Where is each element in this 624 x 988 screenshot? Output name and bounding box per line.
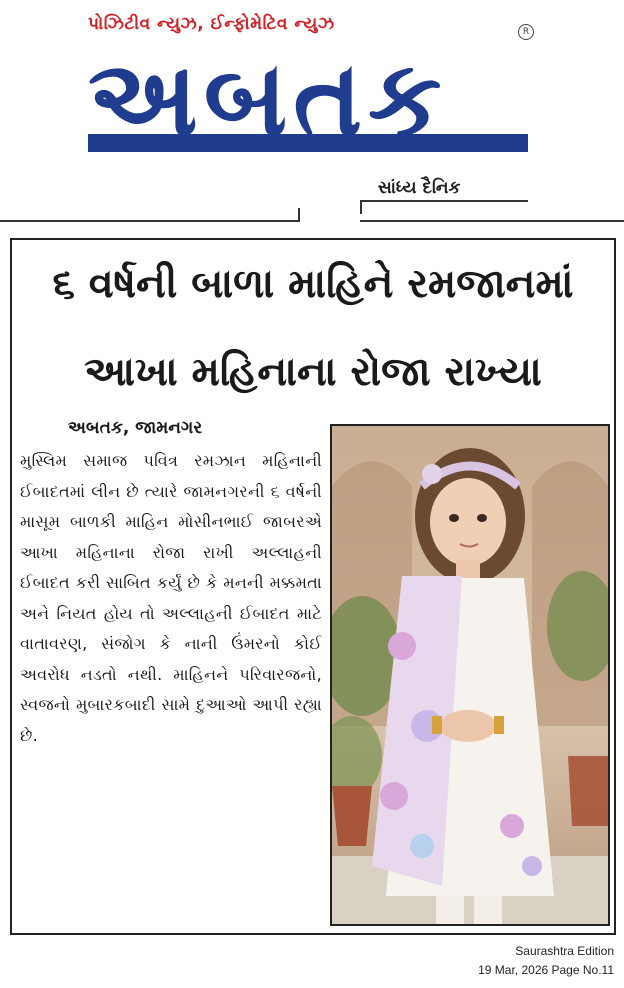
masthead-divider-far: [360, 220, 624, 222]
masthead-divider-left: [0, 220, 300, 222]
masthead: [0, 0, 624, 235]
article-dateline: અબતક, જામનગર: [68, 418, 203, 438]
masthead-divider-tick-left: [298, 208, 300, 222]
masthead-divider-right: [360, 200, 528, 202]
headline-line-2: આખા મહિનાના રોજા રાખ્યા: [84, 349, 542, 395]
news-article: [10, 238, 616, 935]
footer-date-page: 19 Mar, 2026 Page No.11: [478, 963, 614, 977]
registered-mark-icon: R: [518, 24, 534, 40]
headline-line-1: ૬ વર્ષની બાળા માહિને રમજાનમાં: [52, 261, 574, 307]
girl-photo-illustration: [332, 426, 608, 924]
masthead-divider-tick-right: [360, 200, 362, 214]
edition-type-label: સાંધ્ય દૈનિક: [378, 178, 461, 198]
article-body: મુસ્લિમ સમાજ પવિત્ર રમઝાન મહિનાની ઈબાદતમાં લીન છે ત્યારે જામનગરની ૬ વર્ષની માસૂમ બાળકી માહિન મોસીનભાઈ જાબરએ આખા મહિનાના રોજા રાખી અલ્લાહની ઈબાદત કરી સાબિત કર્યું છે કે મનની મક્કમતા અને નિયત હોય તો અલ્લાહની ઈબાદત માટે વાતાવરણ, સંજોગ કે નાની ઉંમરનો કોઈ અવરોધ નડતો નથી. માહિનને પરિવારજનો, સ્વજનો મુબારકબાદી સામે દુઆઓ આપી રહ્યા છે.: [20, 451, 322, 745]
article-photo: [330, 424, 610, 926]
brand-logo: અબતક: [88, 38, 448, 158]
footer-edition: Saurashtra Edition: [515, 944, 614, 958]
masthead-tagline: પોઝિટીવ ન્યુઝ, ઈન્ફોમેટિવ ન્યુઝ: [88, 14, 335, 34]
